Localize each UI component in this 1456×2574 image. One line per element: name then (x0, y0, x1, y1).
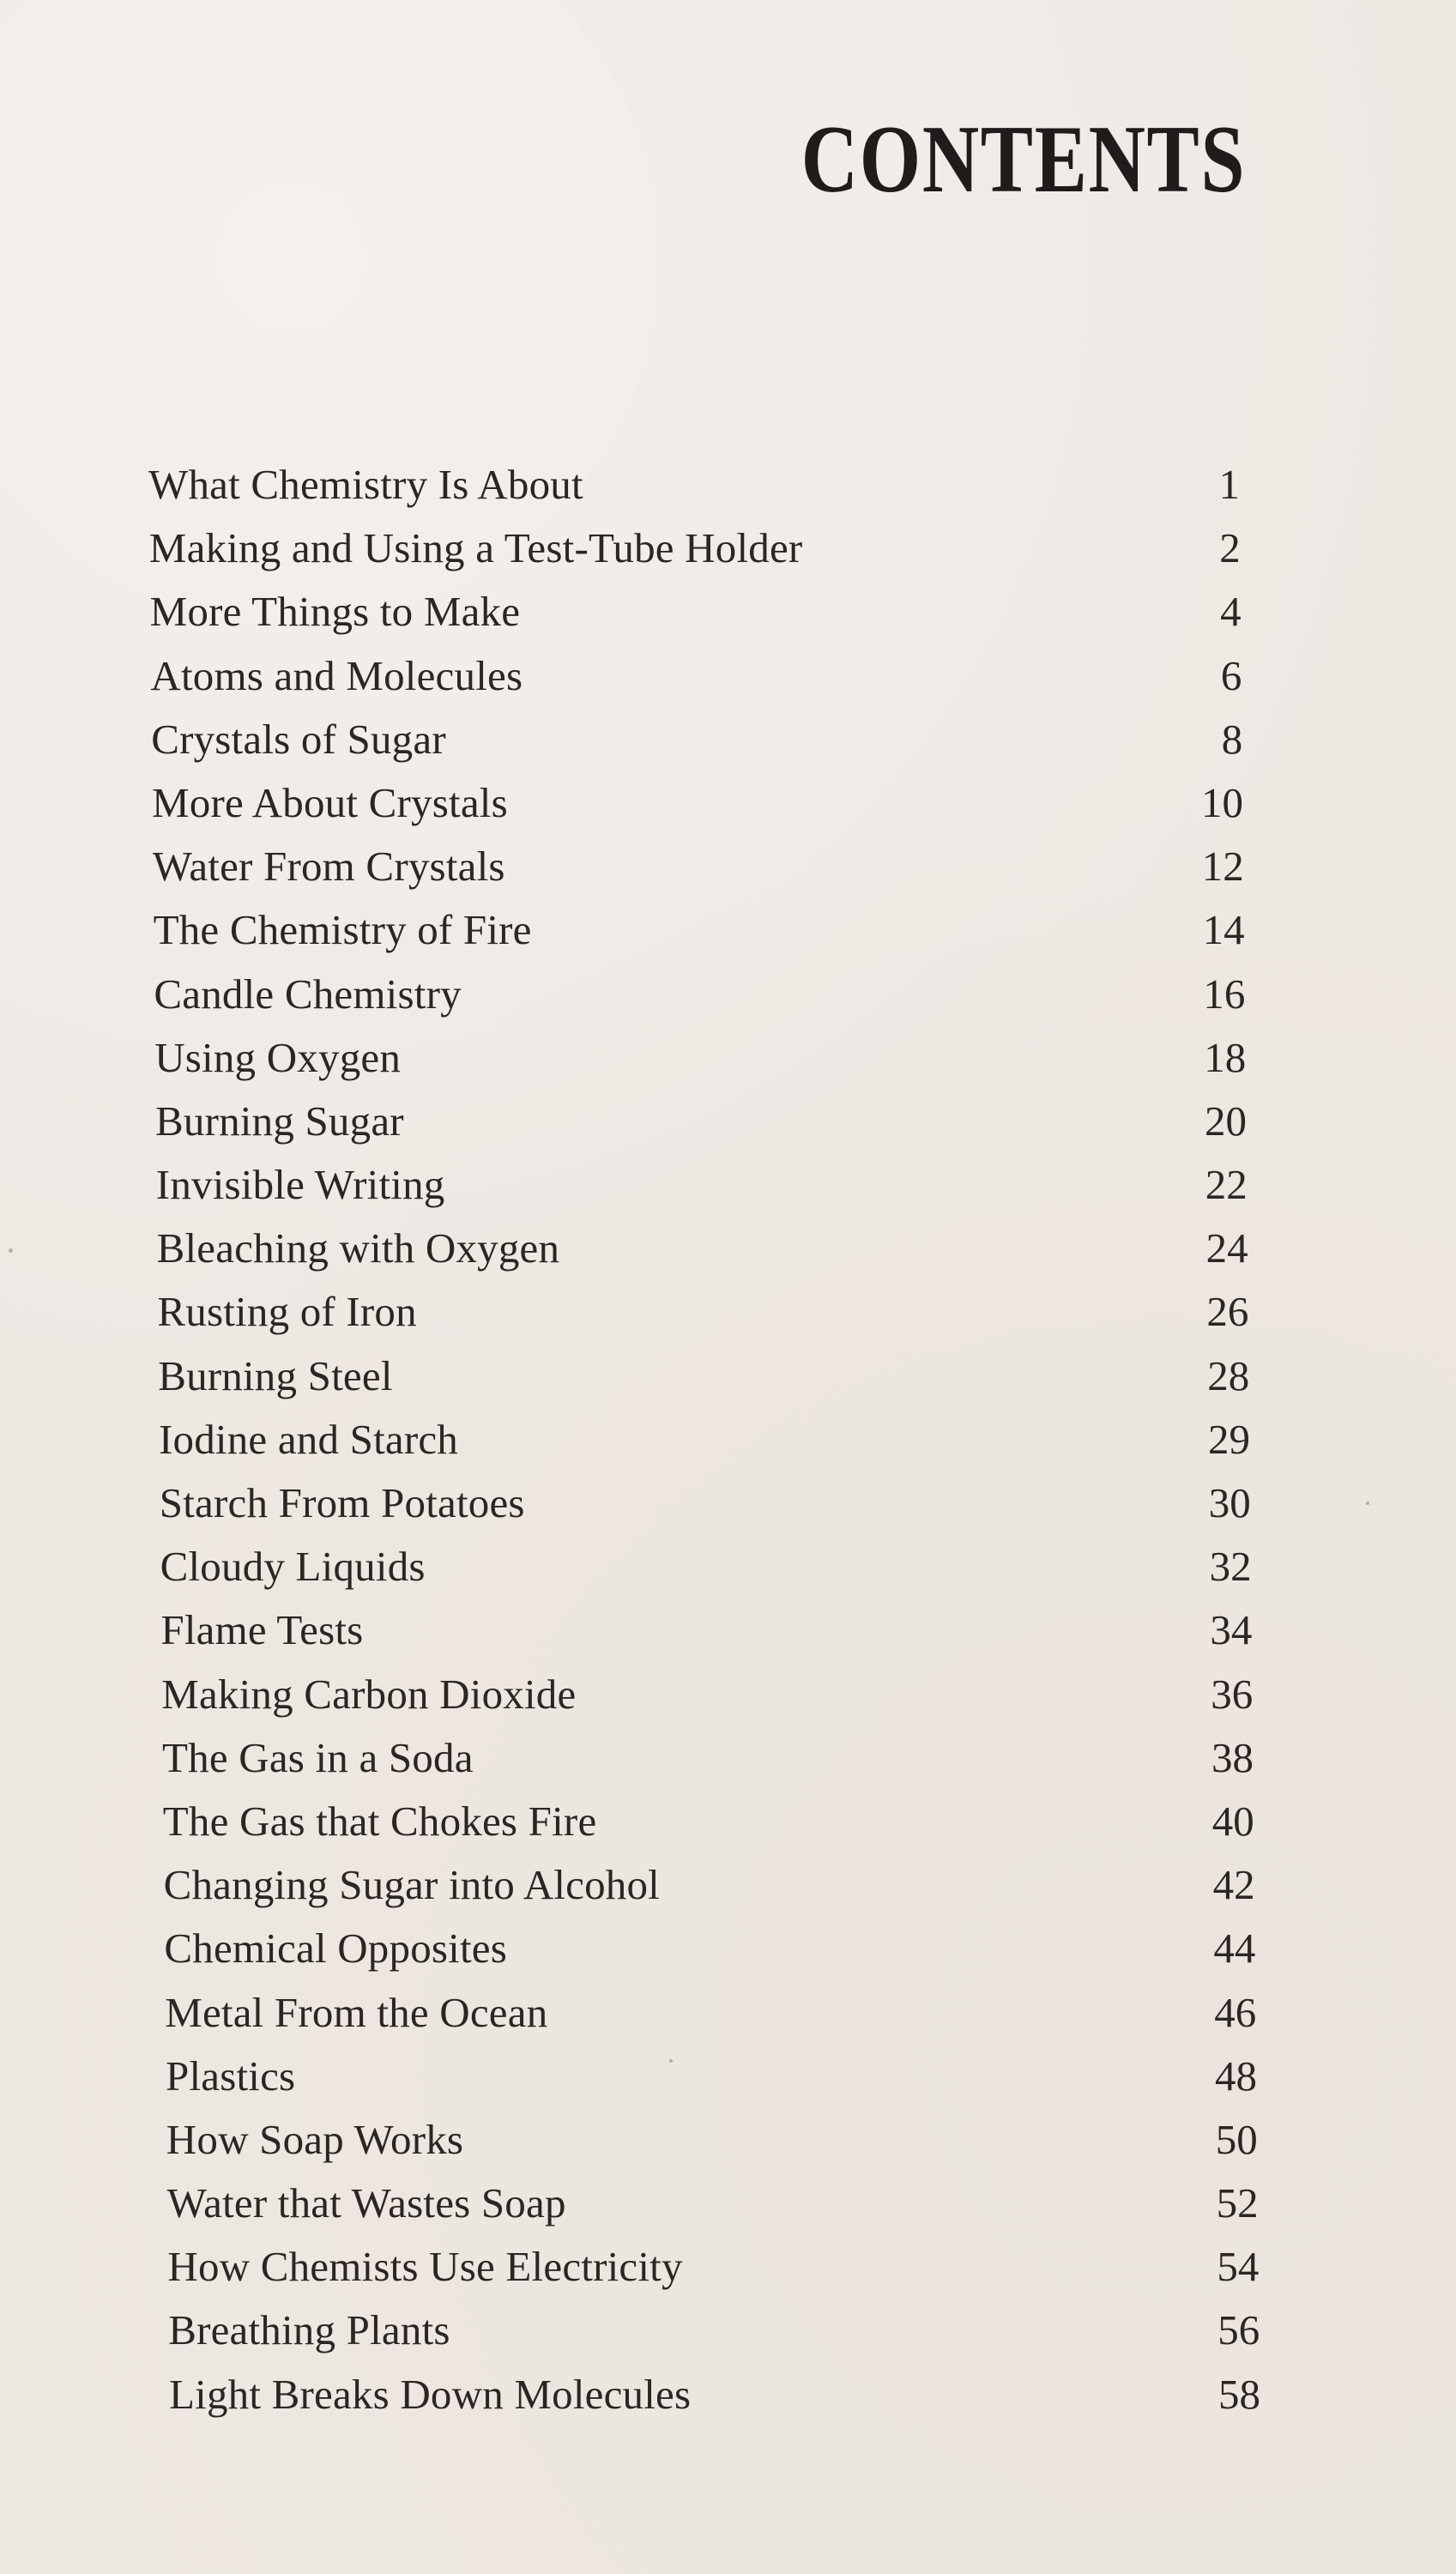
toc-entry-page: 20 (1205, 1097, 1247, 1145)
toc-entry-page: 42 (1212, 1861, 1255, 1909)
toc-entry-page: 56 (1217, 2306, 1260, 2354)
paper-speck (669, 2059, 673, 2063)
toc-entry-page: 16 (1203, 970, 1246, 1018)
toc-entry-title: How Chemists Use Electricity (167, 2243, 683, 2291)
toc-entry-title: Bleaching with Oxygen (156, 1224, 560, 1272)
toc-entry-title: Water From Crystals (152, 843, 505, 891)
toc-entry-page: 12 (1201, 843, 1244, 891)
toc-entry-title: Flame Tests (160, 1606, 364, 1654)
toc-entry (0, 1535, 1456, 1598)
toc-entry-page: 46 (1214, 1988, 1257, 2036)
toc-entry (0, 835, 1456, 898)
toc-entry-page: 48 (1215, 2051, 1257, 2100)
toc-entry (0, 644, 1456, 708)
toc-entry-title: Iodine and Starch (159, 1415, 459, 1463)
toc-entry-page: 22 (1205, 1161, 1248, 1209)
toc-entry-title: Crystals of Sugar (151, 715, 446, 763)
toc-entry-title: The Gas in a Soda (162, 1733, 474, 1781)
toc-entry (0, 1790, 1456, 1853)
toc-entry-title: More Things to Make (149, 588, 521, 636)
toc-entry (0, 1280, 1456, 1344)
toc-entry (0, 1471, 1456, 1535)
paper-speck (1366, 1502, 1369, 1505)
toc-entry-title: Water that Wastes Soap (166, 2179, 566, 2227)
toc-entry-page: 32 (1209, 1543, 1252, 1591)
toc-entry (0, 1408, 1456, 1471)
toc-entry-page: 26 (1206, 1288, 1249, 1336)
toc-entry (0, 453, 1456, 517)
toc-entry (0, 2363, 1456, 2426)
toc-entry-page: 10 (1201, 778, 1243, 826)
toc-entry-title: Plastics (166, 2051, 296, 2100)
toc-entry-page: 36 (1211, 1670, 1254, 1718)
toc-entry (0, 963, 1456, 1026)
toc-entry-page: 52 (1216, 2179, 1259, 2227)
toc-entry (0, 1153, 1456, 1217)
toc-entry (0, 1981, 1456, 2045)
toc-entry (0, 708, 1456, 771)
toc-entry-title: Rusting of Iron (157, 1288, 417, 1336)
toc-entry-page: 8 (1221, 715, 1243, 763)
toc-entry (0, 1026, 1456, 1090)
toc-entry-page: 58 (1218, 2370, 1260, 2418)
toc-entry-title: Changing Sugar into Alcohol (163, 1861, 660, 1909)
toc-entry-title: Making and Using a Test-Tube Holder (148, 524, 803, 572)
toc-entry (0, 1344, 1456, 1408)
toc-entry-title: Starch From Potatoes (159, 1479, 525, 1526)
toc-entry (0, 2172, 1456, 2235)
toc-entry-page: 38 (1211, 1733, 1254, 1781)
toc-entry (0, 1917, 1456, 1980)
toc-entry-page: 6 (1220, 651, 1242, 699)
toc-entry-page: 40 (1211, 1797, 1254, 1845)
toc-entry-title: Chemical Opposites (164, 1924, 508, 1973)
toc-entry (0, 1598, 1456, 1662)
page-title: CONTENTS (800, 106, 1246, 213)
toc-entry-title: Metal From the Ocean (165, 1988, 548, 2036)
toc-entry-page: 44 (1213, 1924, 1256, 1973)
toc-entry (0, 517, 1456, 580)
toc-entry (0, 2108, 1456, 2172)
toc-entry (0, 771, 1456, 835)
toc-entry (0, 1090, 1456, 1153)
toc-entry (0, 1853, 1456, 1917)
toc-entry-title: Candle Chemistry (154, 970, 462, 1018)
toc-entry-page: 1 (1218, 461, 1240, 508)
toc-entry-page: 28 (1207, 1351, 1250, 1399)
toc-entry (0, 2299, 1456, 2362)
toc-entry-page: 29 (1208, 1415, 1250, 1463)
toc-entry-title: Invisible Writing (155, 1161, 445, 1209)
toc-entry-page: 4 (1220, 588, 1242, 636)
toc-entry-title: Using Oxygen (154, 1033, 402, 1081)
toc-entry-title: Making Carbon Dioxide (161, 1670, 577, 1718)
toc-entry-page: 24 (1205, 1224, 1248, 1272)
toc-entry-title: The Gas that Chokes Fire (162, 1797, 597, 1845)
paper-speck (9, 1248, 13, 1253)
toc-entry (0, 1663, 1456, 1726)
toc-entry (0, 1217, 1456, 1280)
toc-entry-page: 18 (1204, 1033, 1247, 1081)
toc-entry-page: 50 (1215, 2115, 1258, 2163)
toc-entry-page: 14 (1202, 906, 1245, 954)
toc-entry-title: The Chemistry of Fire (153, 906, 532, 954)
toc-entry (0, 580, 1456, 644)
toc-entry-title: Light Breaks Down Molecules (169, 2370, 692, 2418)
toc-entry-title: Breathing Plants (168, 2306, 450, 2354)
toc-entry-title: Atoms and Molecules (150, 651, 523, 699)
toc-entry-title: More About Crystals (152, 778, 508, 826)
toc-entry (0, 2045, 1456, 2108)
toc-entry (0, 2235, 1456, 2299)
table-of-contents (0, 453, 1456, 2426)
toc-entry (0, 898, 1456, 962)
toc-entry (0, 1726, 1456, 1790)
toc-entry-page: 34 (1210, 1606, 1253, 1654)
toc-entry-title: Cloudy Liquids (160, 1543, 426, 1591)
toc-entry-title: How Soap Works (166, 2115, 464, 2163)
toc-entry-page: 2 (1219, 524, 1241, 572)
toc-entry-title: What Chemistry Is About (148, 461, 583, 508)
toc-entry-title: Burning Sugar (155, 1097, 404, 1145)
toc-entry-title: Burning Steel (158, 1351, 393, 1399)
toc-entry-page: 30 (1208, 1479, 1251, 1526)
toc-entry-page: 54 (1217, 2243, 1260, 2291)
